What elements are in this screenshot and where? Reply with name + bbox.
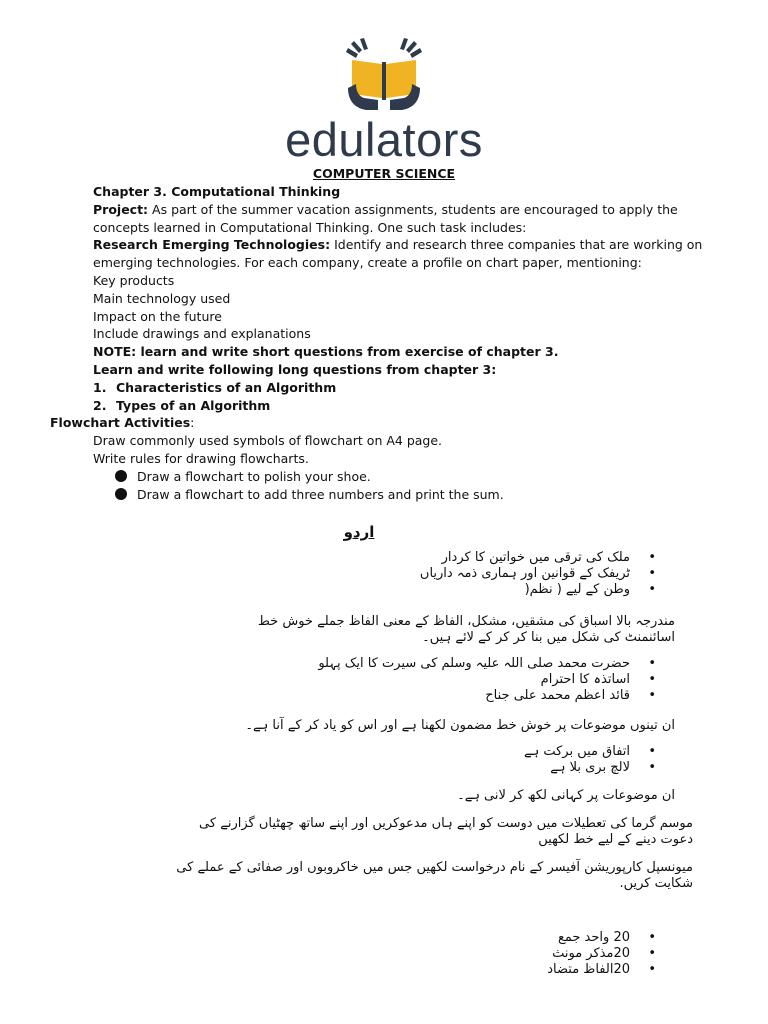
list-item: • وطن کے لیے ( نظم( [420, 582, 630, 598]
urdu-paragraph-4 [33, 816, 693, 848]
flowchart-bullet-text: Draw a flowchart to add three numbers and print the sum. [137, 486, 504, 502]
list-item: • 20مذکر مونث [547, 946, 630, 962]
project-label: Project: [93, 201, 149, 217]
list-number: 1. [93, 379, 107, 395]
long-question-text: Types of an Algorithm [116, 397, 271, 413]
urdu-paragraph-2: ان تینوں موضوعات پر خوش خط مضمون لکھنا ہے اور اس کو یاد کر کے آنا ہے۔ [245, 718, 675, 733]
open-book-icon [344, 38, 424, 112]
profile-item: Include drawings and explanations [93, 326, 311, 342]
long-question-text: Characteristics of an Algorithm [116, 379, 337, 395]
flowchart-bullet [93, 486, 693, 504]
list-item: • 20 واحد جمع [547, 930, 630, 946]
flowchart-line-2: Write rules for drawing flowcharts. [93, 450, 309, 466]
bullet-dot-icon [115, 488, 127, 500]
flowchart-heading [50, 414, 693, 432]
flowchart-bullet-text: Draw a flowchart to polish your shoe. [137, 468, 371, 484]
urdu-list-3 [524, 744, 656, 776]
paragraph-line: میونسپل کارپوریشن آفیسر کے نام درخواست لکھیں جس میں خاکروبوں اور صفائی کے عملے کی [176, 860, 693, 875]
flowchart-heading-colon: : [190, 415, 195, 431]
chapter-heading: Chapter 3. Computational Thinking [93, 184, 341, 199]
urdu-title: اردو [343, 523, 375, 541]
list-item: • 20الفاظ متضاد [547, 962, 630, 978]
research-label: Research Emerging Technologies: [93, 237, 331, 253]
profile-item: Key products [93, 272, 175, 288]
list-item: • قائد اعظم محمد علی جناح [318, 688, 630, 704]
urdu-paragraph-5 [33, 860, 693, 892]
brand-name: edulators [285, 113, 483, 166]
profile-item: Impact on the future [93, 308, 222, 324]
list-number: 2. [93, 397, 107, 413]
long-questions-heading: Learn and write following long questions from chapter 3: [93, 361, 497, 377]
list-item: • اساتذہ کا احترام [318, 672, 630, 688]
urdu-list-4 [547, 930, 656, 978]
note-line: NOTE: learn and write short questions from exercise of chapter 3. [93, 344, 559, 360]
list-item: • لالچ بری بلا ہے [524, 760, 630, 776]
flowchart-line-1: Draw commonly used symbols of flowchart on A4 page. [93, 433, 443, 449]
profile-item: Main technology used [93, 290, 231, 306]
urdu-list-1 [420, 550, 656, 598]
research-line-1 [93, 236, 703, 254]
list-item: • ملک کی ترقی میں خواتین کا کردار [420, 550, 630, 566]
paragraph-line: اسائنمنٹ کی شکل میں بنا کر کر کے لائے ہیں۔ [422, 630, 675, 645]
urdu-list-2 [318, 656, 656, 704]
long-question-item [93, 397, 693, 415]
flowchart-bullet [93, 468, 693, 486]
research-line-2: emerging technologies. For each company, create a profile on chart paper, mentioning: [93, 255, 642, 271]
subject-title: COMPUTER SCIENCE [312, 166, 456, 181]
english-section [50, 183, 703, 503]
flowchart-heading-text: Flowchart Activities [50, 415, 191, 431]
urdu-paragraph-3: ان موضوعات پر کہانی لکھ کر لانی ہے۔ [457, 788, 675, 803]
paragraph-line: دعوت دینے کے لیے خط لکھیں [538, 832, 693, 847]
urdu-paragraph-1 [35, 614, 675, 646]
bullet-dot-icon [115, 470, 127, 482]
paragraph-line: مندرجہ بالا اسباق کی مشقیں، مشکل، الفاظ کے معنی الفاظ جملے خوش خط [257, 614, 675, 629]
brand-logo [0, 38, 768, 112]
paragraph-line: شکایت کریں. [619, 876, 693, 891]
long-question-item [93, 379, 693, 397]
list-item: • ٹریفک کے قوانین اور ہماری ذمہ داریاں [420, 566, 630, 582]
research-text-1: Identify and research three companies that are working on [330, 237, 703, 253]
project-text-1: As part of the summer vacation assignments, students are encouraged to apply the [148, 201, 678, 217]
list-item: • حضرت محمد صلی اللہ علیہ وسلم کی سیرت کا ایک پہلو [318, 656, 630, 672]
list-item: • اتفاق میں برکت ہے [524, 744, 630, 760]
project-line-1 [93, 201, 693, 219]
paragraph-line: موسم گرما کی تعطیلات میں دوست کو اپنے ہاں مدعوکریں اور اپنے ساتھ چھٹیاں گزارنے کی [199, 816, 693, 831]
project-line-2: concepts learned in Computational Thinking. One such task includes: [93, 219, 527, 235]
